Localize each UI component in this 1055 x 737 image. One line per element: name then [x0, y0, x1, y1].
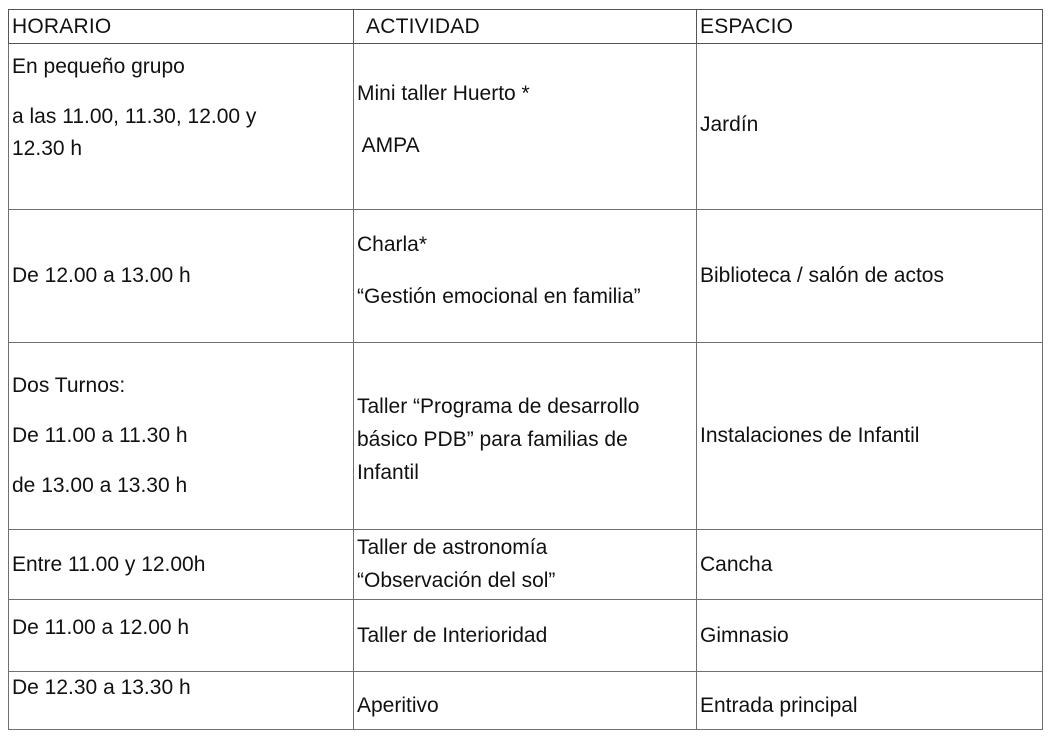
cell-espacio — [697, 600, 1043, 672]
cell-espacio — [697, 672, 1043, 730]
header-cell-espacio — [697, 10, 1043, 44]
horario-line: a las 11.00, 11.30, 12.00 y — [12, 105, 257, 128]
schedule-table — [8, 9, 1043, 730]
horario-line: Dos Turnos: — [12, 374, 126, 397]
espacio-text: Biblioteca / salón de actos — [700, 264, 944, 287]
actividad-line: Taller de astronomía — [357, 536, 548, 559]
cell-espacio — [697, 210, 1043, 343]
cell-horario — [9, 600, 354, 672]
table-header-row — [9, 10, 1043, 44]
horario-line: De 12.00 a 13.00 h — [12, 264, 191, 287]
cell-actividad — [354, 210, 697, 343]
actividad-line: básico PDB” para familias de — [357, 427, 628, 451]
actividad-line: AMPA — [357, 133, 420, 157]
horario-line: de 13.00 a 13.30 h — [12, 474, 188, 497]
horario-line: De 11.00 a 12.00 h — [12, 616, 190, 639]
cell-actividad — [354, 44, 697, 210]
actividad-line: Infantil — [357, 460, 419, 484]
espacio-text: Jardín — [700, 112, 759, 136]
cell-espacio — [697, 343, 1043, 530]
actividad-line: “Gestión emocional en familia” — [357, 285, 641, 308]
cell-actividad — [354, 600, 697, 672]
cell-horario — [9, 343, 354, 530]
table-row — [9, 343, 1043, 530]
espacio-text: Gimnasio — [700, 623, 789, 647]
table-row — [9, 600, 1043, 672]
espacio-text: Cancha — [700, 552, 773, 576]
horario-line: De 12.30 a 13.30 h — [12, 676, 191, 699]
actividad-line: Taller “Programa de desarrollo — [357, 394, 640, 418]
cell-actividad — [354, 672, 697, 730]
horario-line: En pequeño grupo — [12, 55, 185, 78]
horario-line: 12.30 h — [12, 137, 83, 160]
header-espacio: ESPACIO — [700, 14, 794, 38]
table-row — [9, 672, 1043, 730]
actividad-line: Mini taller Huerto * — [357, 81, 530, 105]
horario-line: De 11.00 a 11.30 h — [12, 424, 188, 447]
horario-line: Entre 11.00 y 12.00h — [12, 552, 206, 576]
table-row — [9, 44, 1043, 210]
header-horario: HORARIO — [12, 14, 112, 38]
cell-horario — [9, 210, 354, 343]
actividad-line: Charla* — [357, 233, 428, 256]
cell-horario — [9, 672, 354, 730]
actividad-line: Aperitivo — [357, 693, 439, 717]
actividad-line: Taller de Interioridad — [357, 623, 548, 647]
actividad-line: “Observación del sol” — [357, 569, 556, 592]
cell-actividad — [354, 530, 697, 600]
cell-horario — [9, 530, 354, 600]
table-row — [9, 210, 1043, 343]
header-cell-actividad — [354, 10, 697, 44]
cell-espacio — [697, 530, 1043, 600]
header-cell-horario — [9, 10, 354, 44]
header-actividad: ACTIVIDAD — [366, 14, 480, 38]
cell-horario — [9, 44, 354, 210]
cell-espacio — [697, 44, 1043, 210]
table-row — [9, 530, 1043, 600]
cell-actividad — [354, 343, 697, 530]
espacio-text: Entrada principal — [700, 693, 858, 717]
espacio-text: Instalaciones de Infantil — [700, 424, 920, 447]
